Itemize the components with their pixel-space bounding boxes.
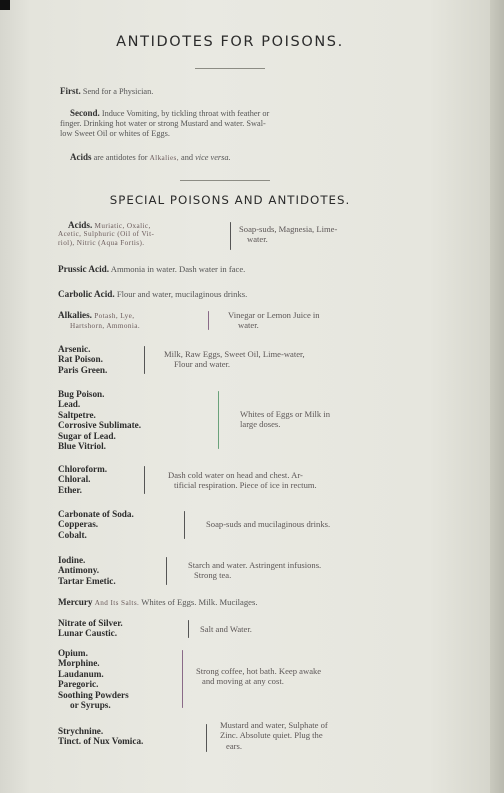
intro-acids-vice-versa: vice versa. (195, 153, 231, 162)
entry-acids-antidote (239, 224, 394, 245)
entry-mercury-line (58, 597, 257, 609)
intro-second-text-3: low Sweet Oil or whites of Eggs. (60, 129, 170, 138)
intro-acids-alkalies: Alkalies, (149, 154, 179, 162)
entry-prussic-line (58, 264, 245, 275)
poison-acids: Acids. (68, 220, 93, 230)
section-subtitle: SPECIAL POISONS AND ANTIDOTES. (109, 193, 351, 207)
brace (230, 222, 231, 250)
entry-strychnine-antidote (220, 720, 400, 751)
title-divider (195, 68, 265, 69)
entry-alkalies-antidote (228, 310, 398, 331)
entry-arsenic-antidote (164, 349, 404, 370)
antidote-line: Dash cold water on head and chest. Ar- (168, 470, 303, 480)
entry-chloroform-poisons (58, 464, 107, 495)
intro-first-text: Send for a Physician. (82, 87, 154, 96)
antidote-text: Ammonia in water. Dash water in face. (110, 264, 246, 274)
entry-bug-antidote (240, 409, 400, 430)
poison-name: Mercury (58, 597, 93, 607)
entry-carbonate-antidote (206, 519, 406, 529)
poison-name: Blue Vitriol. (58, 441, 106, 452)
entry-carbolic-line (58, 289, 247, 300)
intro-acids (70, 152, 410, 163)
antidote-line: Vinegar or Lemon Juice in (228, 310, 320, 320)
poison-name: Tinct. of Nux Vomica. (58, 736, 144, 747)
entry-nitrate-antidote (200, 624, 350, 634)
poison-name: Carbolic Acid. (58, 289, 115, 299)
entry-arsenic-poisons (58, 344, 107, 375)
poison-name: Arsenic. (58, 344, 91, 354)
brace (166, 557, 167, 585)
poison-name: Prussic Acid. (58, 264, 110, 274)
antidote-line: large doses. (240, 419, 281, 430)
poison-name: Chloral. (58, 474, 91, 485)
poison-acids-kinds-3: riol), Nitric (Aqua Fortis). (58, 239, 145, 247)
antidote-text: Whites of Eggs. Milk. Mucilages. (141, 597, 258, 607)
section-divider (180, 180, 270, 181)
intro-first (60, 86, 400, 97)
antidote-line: Strong tea. (194, 570, 232, 581)
entry-bug-poisons (58, 389, 141, 451)
poison-name: or Syrups. (70, 700, 111, 711)
antidote-text: Flour and water, mucilaginous drinks. (116, 289, 248, 299)
antidote-line: Mustard and water, Sulphate of (220, 720, 328, 730)
poison-name: Corrosive Sublimate. (58, 420, 142, 431)
antidote-line: Flour and water. (174, 359, 231, 370)
brace (206, 724, 207, 752)
poison-name: Ether. (58, 484, 82, 495)
antidote-line: and moving at any cost. (202, 676, 284, 687)
poison-name: Cobalt. (58, 529, 87, 540)
entry-opium-antidote (196, 666, 406, 687)
poison-kinds: Potash, Lye, (94, 312, 135, 320)
poison-name: Bug Poison. (58, 389, 105, 399)
poison-name: Paris Green. (58, 364, 108, 375)
intro-second (60, 108, 400, 139)
intro-second-text-2: finger. Drinking hot water or strong Mustard and water. Swal- (60, 119, 266, 128)
poison-name: Copperas. (58, 519, 99, 530)
brace (184, 511, 185, 539)
scan-corner-mark (0, 0, 10, 10)
antidote-line: water. (247, 234, 268, 245)
poison-name: Laudanum. (58, 668, 104, 679)
entry-carbonate-poisons (58, 509, 134, 540)
page-title: ANTIDOTES FOR POISONS. (116, 34, 344, 50)
antidote-line: Whites of Eggs or Milk in (240, 409, 330, 419)
poison-name: Sugar of Lead. (58, 430, 116, 441)
antidote-line: Soap-suds, Magnesia, Lime- (239, 224, 338, 234)
antidote-line: water. (238, 320, 259, 331)
poison-acids-kinds-1: Muriatic, Oxalic, (94, 222, 151, 230)
entry-chloroform-antidote (168, 470, 408, 491)
poison-name: Alkalies. (58, 310, 92, 320)
poison-name: Paregoric. (58, 679, 99, 690)
poison-name: Lead. (58, 399, 81, 410)
poison-name: Saltpetre. (58, 409, 96, 420)
intro-acids-text-a: are antidotes for (93, 153, 148, 162)
entry-strychnine-poisons (58, 726, 143, 747)
antidote-line: Zinc. Absolute quiet. Plug the (220, 730, 323, 741)
poison-acids-kinds-2: Acetic, Sulphuric (Oil of Vit- (58, 230, 155, 238)
antidote-line: Soap-suds and mucilaginous drinks. (206, 519, 331, 529)
poison-name: Rat Poison. (58, 354, 103, 365)
intro-first-label: First. (60, 86, 81, 96)
brace (144, 346, 145, 374)
poison-name: Antimony. (58, 565, 100, 576)
entry-iodine-poisons (58, 555, 116, 586)
antidote-line: ears. (226, 740, 242, 751)
intro-second-label: Second. (70, 108, 100, 118)
poison-name: Lunar Caustic. (58, 628, 118, 639)
poison-name: Nitrate of Silver. (58, 618, 123, 628)
intro-acids-label: Acids (70, 152, 92, 162)
brace (182, 650, 183, 708)
poison-name: Morphine. (58, 658, 100, 669)
poison-name: Opium. (58, 648, 88, 658)
antidote-line: Strong coffee, hot bath. Keep awake (196, 666, 322, 676)
poison-kinds: And Its Salts. (94, 599, 140, 607)
poison-name: Carbonate of Soda. (58, 509, 134, 519)
antidote-line: tificial respiration. Piece of ice in rectum. (174, 480, 317, 491)
brace (208, 311, 209, 330)
entry-alkalies-poisons (58, 310, 140, 331)
intro-acids-text-b: and (181, 153, 193, 162)
poison-name: Strychnine. (58, 726, 104, 736)
brace (218, 391, 219, 449)
poison-name: Tartar Emetic. (58, 575, 116, 586)
antidote-line: Starch and water. Astringent infusions. (188, 560, 322, 570)
entry-nitrate-poisons (58, 618, 123, 639)
brace (188, 620, 189, 638)
brace (144, 466, 145, 494)
poison-name: Chloroform. (58, 464, 108, 474)
poison-kinds: Hartshorn, Ammonia. (70, 322, 141, 330)
intro-second-text-1: Induce Vomiting, by tickling throat with feather or (101, 109, 270, 118)
poison-name: Iodine. (58, 555, 86, 565)
entry-acids-kinds (58, 230, 233, 248)
entry-opium-poisons (58, 648, 129, 710)
poison-name: Soothing Powders (58, 689, 129, 700)
antidote-line: Milk, Raw Eggs, Sweet Oil, Lime-water, (164, 349, 305, 359)
entry-iodine-antidote (188, 560, 408, 581)
antidote-line: Salt and Water. (200, 624, 252, 634)
entry-acids (58, 220, 398, 254)
page-edge (490, 0, 504, 793)
